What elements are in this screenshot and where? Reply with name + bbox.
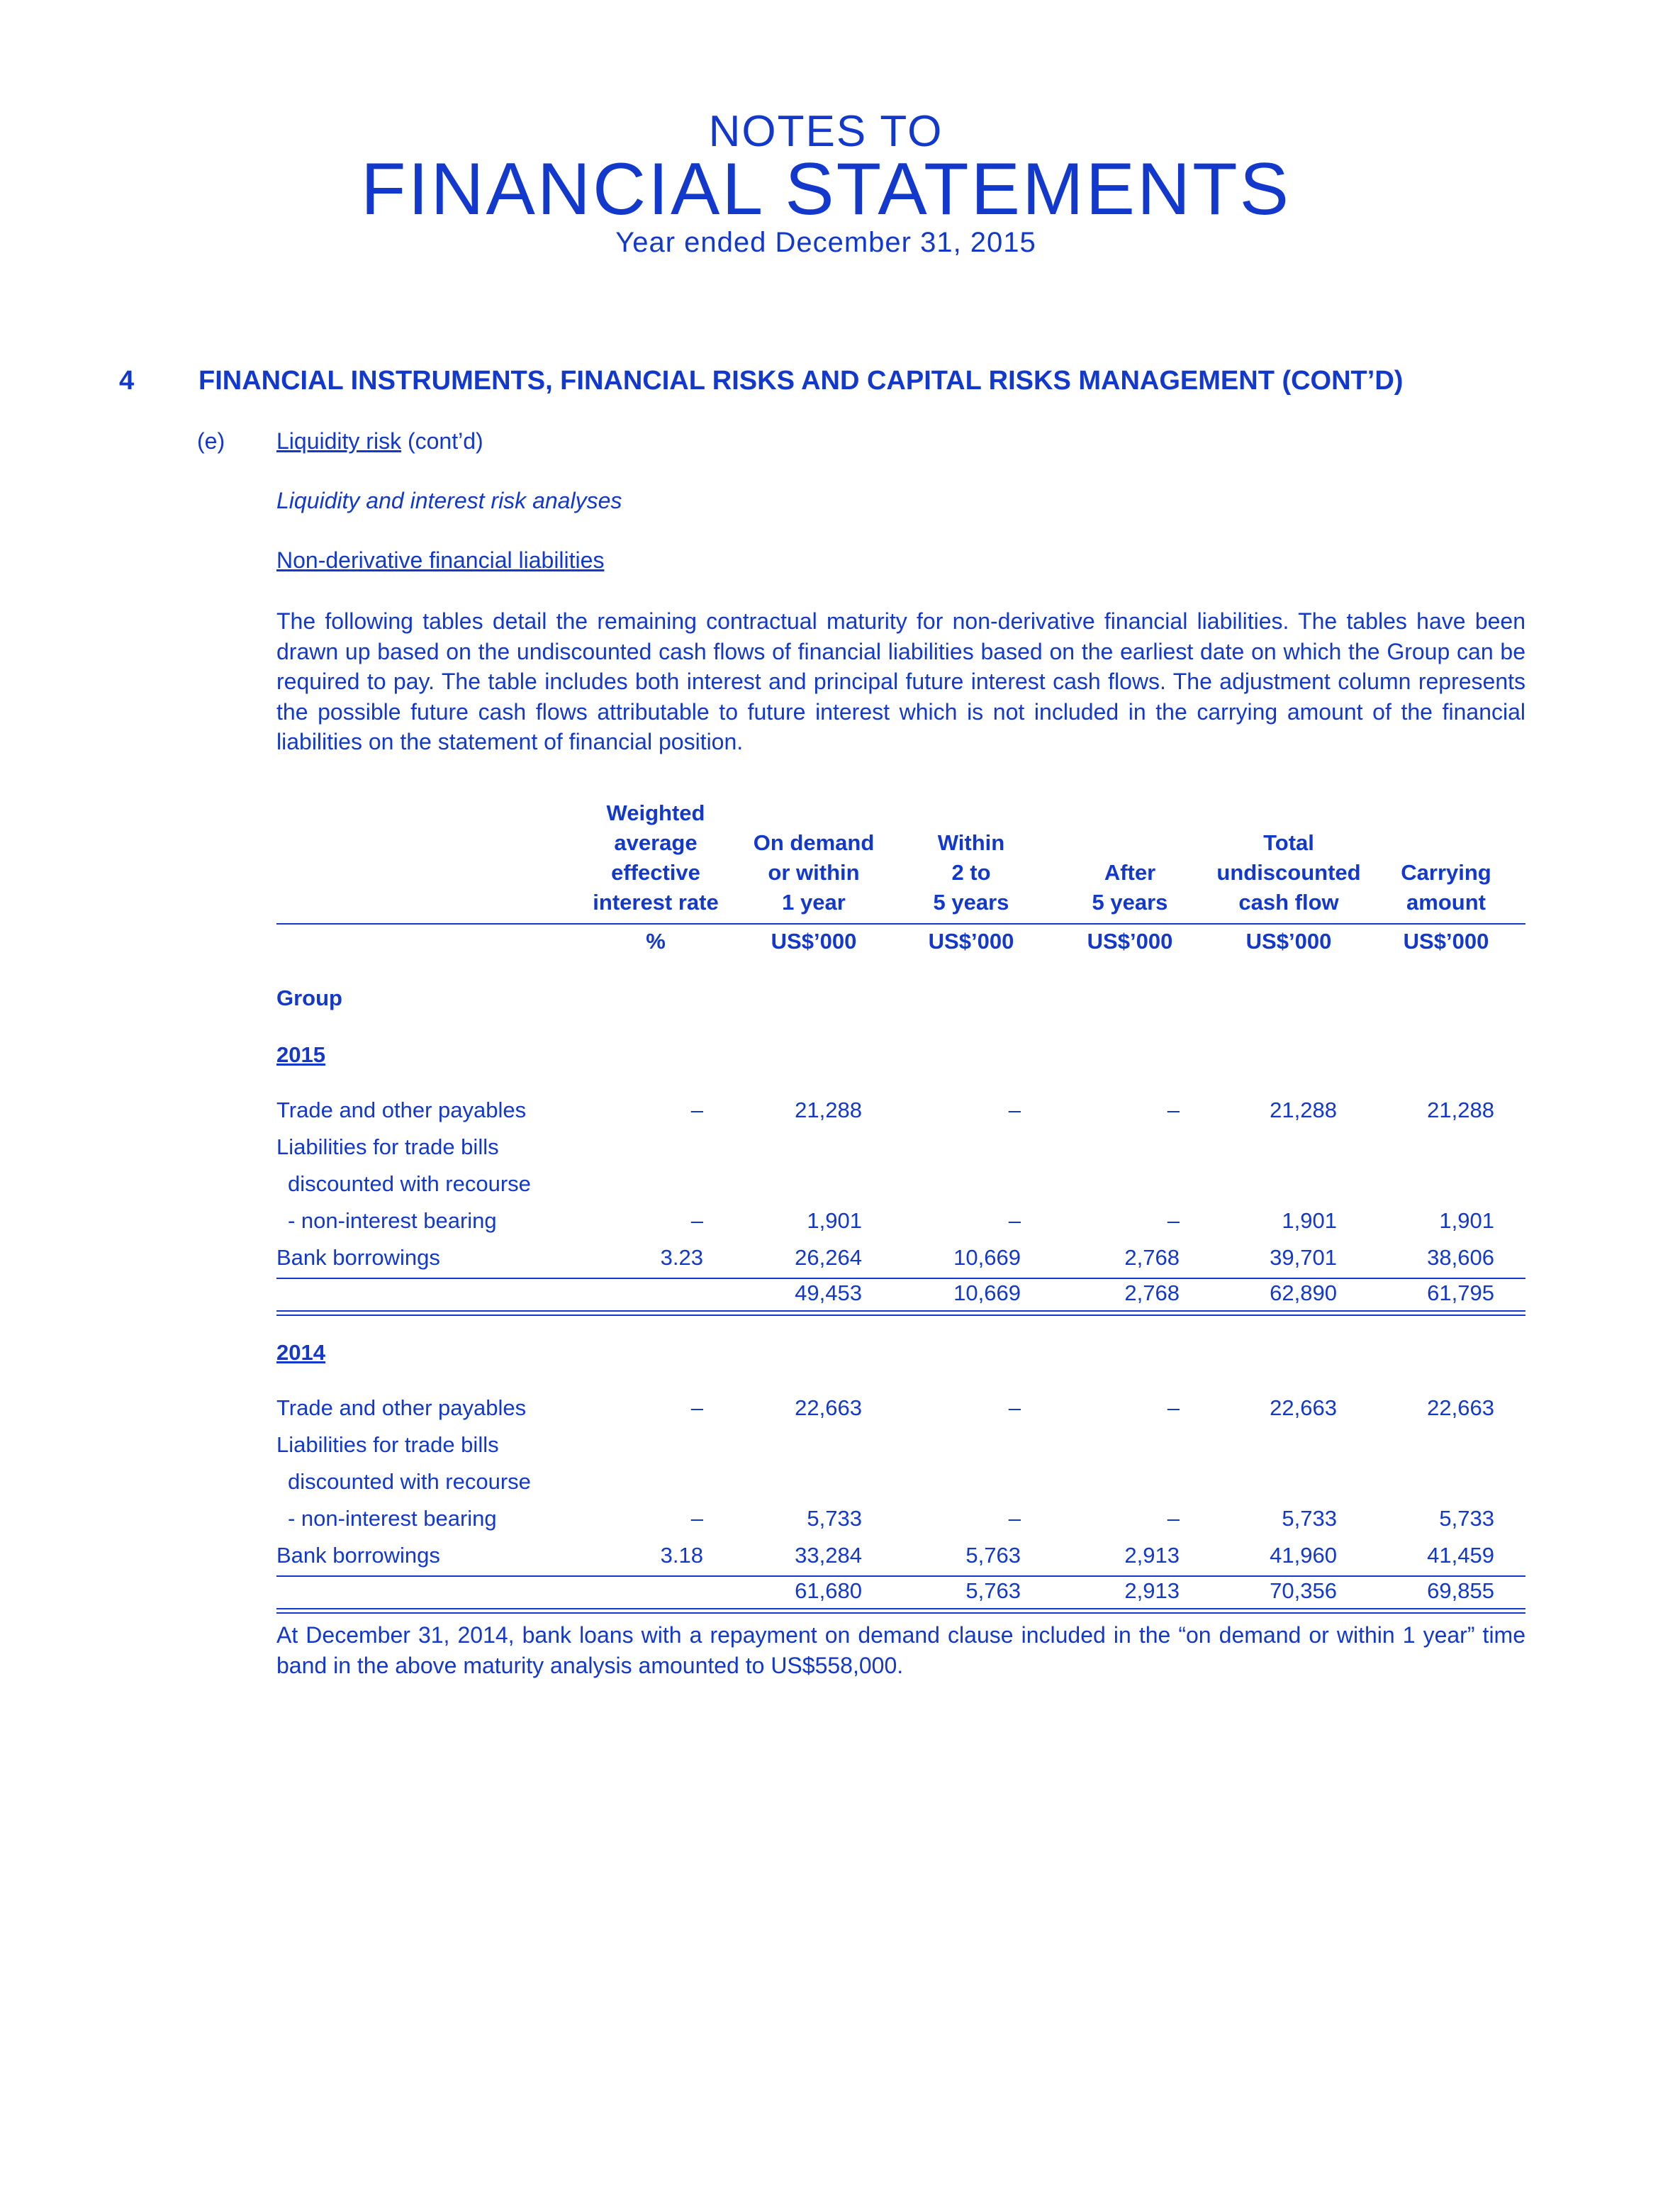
table-cell: 10,669 bbox=[953, 1245, 1021, 1270]
table-cell: 21,288 bbox=[1427, 1098, 1494, 1122]
total-rule-bottom bbox=[276, 1612, 1525, 1614]
unit-label: US$’000 bbox=[1245, 929, 1332, 954]
row-label: Bank borrowings bbox=[276, 1245, 440, 1270]
table-cell: – bbox=[690, 1395, 703, 1420]
table-cell: – bbox=[1008, 1506, 1021, 1531]
year-heading: 2015 bbox=[276, 1042, 325, 1067]
unit-label: US$’000 bbox=[1087, 929, 1173, 954]
table-cell: 41,459 bbox=[1427, 1543, 1494, 1568]
table-cell: 5,733 bbox=[1439, 1506, 1494, 1531]
group-label: Group bbox=[276, 986, 342, 1010]
analysis-heading: Liquidity and interest risk analyses bbox=[276, 488, 622, 513]
total-cell: 2,913 bbox=[1124, 1578, 1180, 1603]
page-subtitle: Year ended December 31, 2015 bbox=[615, 227, 1036, 258]
column-header-3: 2 to bbox=[951, 860, 991, 885]
section-number: 4 bbox=[119, 366, 135, 396]
table-cell: 26,264 bbox=[795, 1245, 862, 1270]
table-cell: – bbox=[690, 1506, 703, 1531]
header-rule bbox=[276, 923, 1525, 925]
row-label: Liabilities for trade bills bbox=[276, 1134, 499, 1159]
column-header-1: interest rate bbox=[593, 890, 719, 915]
column-header-6: amount bbox=[1406, 890, 1486, 915]
year-heading: 2014 bbox=[276, 1340, 325, 1365]
total-cell: 69,855 bbox=[1427, 1578, 1494, 1603]
table-cell: 22,663 bbox=[1427, 1395, 1494, 1420]
table-cell: 41,960 bbox=[1270, 1543, 1337, 1568]
table-cell: – bbox=[1167, 1506, 1180, 1531]
unit-label: US$’000 bbox=[928, 929, 1014, 954]
subsection-title-rest: (cont’d) bbox=[401, 428, 483, 454]
column-header-2: or within bbox=[768, 860, 860, 885]
unit-label: % bbox=[646, 929, 666, 954]
row-label: discounted with recourse bbox=[288, 1171, 531, 1196]
table-cell: – bbox=[690, 1208, 703, 1233]
total-rule-top bbox=[276, 1310, 1525, 1312]
total-cell: 2,768 bbox=[1124, 1280, 1180, 1305]
total-cell: 61,795 bbox=[1427, 1280, 1494, 1305]
table-cell: – bbox=[1167, 1208, 1180, 1233]
closing-paragraph: At December 31, 2014, bank loans with a repayment on demand clause included in the “on demand or within 1 year” time band in the above maturity analysis amounted to US$558,000. bbox=[276, 1622, 1525, 1678]
subsection-label: (e) bbox=[197, 428, 225, 454]
table-cell: 1,901 bbox=[1439, 1208, 1494, 1233]
column-header-4: 5 years bbox=[1092, 890, 1168, 915]
total-cell: 49,453 bbox=[795, 1280, 862, 1305]
liabilities-heading: Non-derivative financial liabilities bbox=[276, 547, 605, 573]
table-cell: 5,733 bbox=[807, 1506, 862, 1531]
column-header-1: effective bbox=[611, 860, 700, 885]
row-label: Trade and other payables bbox=[276, 1098, 527, 1122]
unit-label: US$’000 bbox=[771, 929, 857, 954]
total-rule-top bbox=[276, 1608, 1525, 1609]
table-cell: 21,288 bbox=[1270, 1098, 1337, 1122]
table-cell: 22,663 bbox=[795, 1395, 862, 1420]
column-header-1: average bbox=[614, 830, 698, 855]
table-cell: 22,663 bbox=[1270, 1395, 1337, 1420]
total-rule-bottom bbox=[276, 1315, 1525, 1316]
table-cell: 3.18 bbox=[660, 1543, 703, 1568]
table-cell: 5,733 bbox=[1282, 1506, 1337, 1531]
column-header-4: After bbox=[1104, 860, 1156, 885]
intro-paragraph: The following tables detail the remaining contractual maturity for non-derivative financial liabilities. The tables have been drawn up based on the undiscounted cash flows of financial liabilities based on the earliest date on which the Group can be required to pay. The table includes both interest and principal future interest cash flows. The adjustment column represents the possible future cash flows attributable to future interest which is not included in the carrying amount of the financial liabilities on the statement of financial position. bbox=[276, 608, 1525, 754]
table-cell: 3.23 bbox=[660, 1245, 703, 1270]
subsection-title bbox=[276, 428, 483, 454]
row-label: Liabilities for trade bills bbox=[276, 1432, 499, 1457]
row-label: Bank borrowings bbox=[276, 1543, 440, 1568]
unit-label: US$’000 bbox=[1403, 929, 1489, 954]
section-title: FINANCIAL INSTRUMENTS, FINANCIAL RISKS AND CAPITAL RISKS MANAGEMENT (CONT’D) bbox=[198, 366, 1404, 396]
total-cell: 70,356 bbox=[1270, 1578, 1337, 1603]
subtotal-rule bbox=[276, 1278, 1525, 1279]
total-cell: 10,669 bbox=[953, 1280, 1021, 1305]
table-cell: – bbox=[1008, 1098, 1021, 1122]
table-cell: 1,901 bbox=[807, 1208, 862, 1233]
subtotal-rule bbox=[276, 1575, 1525, 1577]
table-cell: 2,768 bbox=[1124, 1245, 1180, 1270]
table-cell: 39,701 bbox=[1270, 1245, 1337, 1270]
column-header-2: 1 year bbox=[782, 890, 846, 915]
total-cell: 62,890 bbox=[1270, 1280, 1337, 1305]
total-cell: 61,680 bbox=[795, 1578, 862, 1603]
page-title: FINANCIAL STATEMENTS bbox=[361, 148, 1291, 230]
column-header-2: On demand bbox=[753, 830, 875, 855]
total-cell: 5,763 bbox=[965, 1578, 1021, 1603]
page-header-line1: NOTES TO bbox=[708, 107, 943, 156]
table-cell: 2,913 bbox=[1124, 1543, 1180, 1568]
table-cell: 1,901 bbox=[1282, 1208, 1337, 1233]
subsection-title-underlined: Liquidity risk bbox=[276, 428, 402, 454]
table-cell: – bbox=[1167, 1098, 1180, 1122]
column-header-3: 5 years bbox=[933, 890, 1009, 915]
column-header-5: undiscounted bbox=[1216, 860, 1361, 885]
column-header-5: Total bbox=[1263, 830, 1314, 855]
table-cell: 5,763 bbox=[965, 1543, 1021, 1568]
table-cell: – bbox=[1008, 1395, 1021, 1420]
table-cell: – bbox=[690, 1098, 703, 1122]
table-cell: – bbox=[1167, 1395, 1180, 1420]
column-header-5: cash flow bbox=[1238, 890, 1339, 915]
column-header-6: Carrying bbox=[1401, 860, 1491, 885]
row-label: - non-interest bearing bbox=[288, 1208, 497, 1233]
table-cell: 33,284 bbox=[795, 1543, 862, 1568]
column-header-3: Within bbox=[937, 830, 1005, 855]
table-cell: 21,288 bbox=[795, 1098, 862, 1122]
table-cell: 38,606 bbox=[1427, 1245, 1494, 1270]
row-label: discounted with recourse bbox=[288, 1469, 531, 1494]
column-header-1: Weighted bbox=[606, 800, 705, 825]
row-label: - non-interest bearing bbox=[288, 1506, 497, 1531]
table-cell: – bbox=[1008, 1208, 1021, 1233]
row-label: Trade and other payables bbox=[276, 1395, 527, 1420]
